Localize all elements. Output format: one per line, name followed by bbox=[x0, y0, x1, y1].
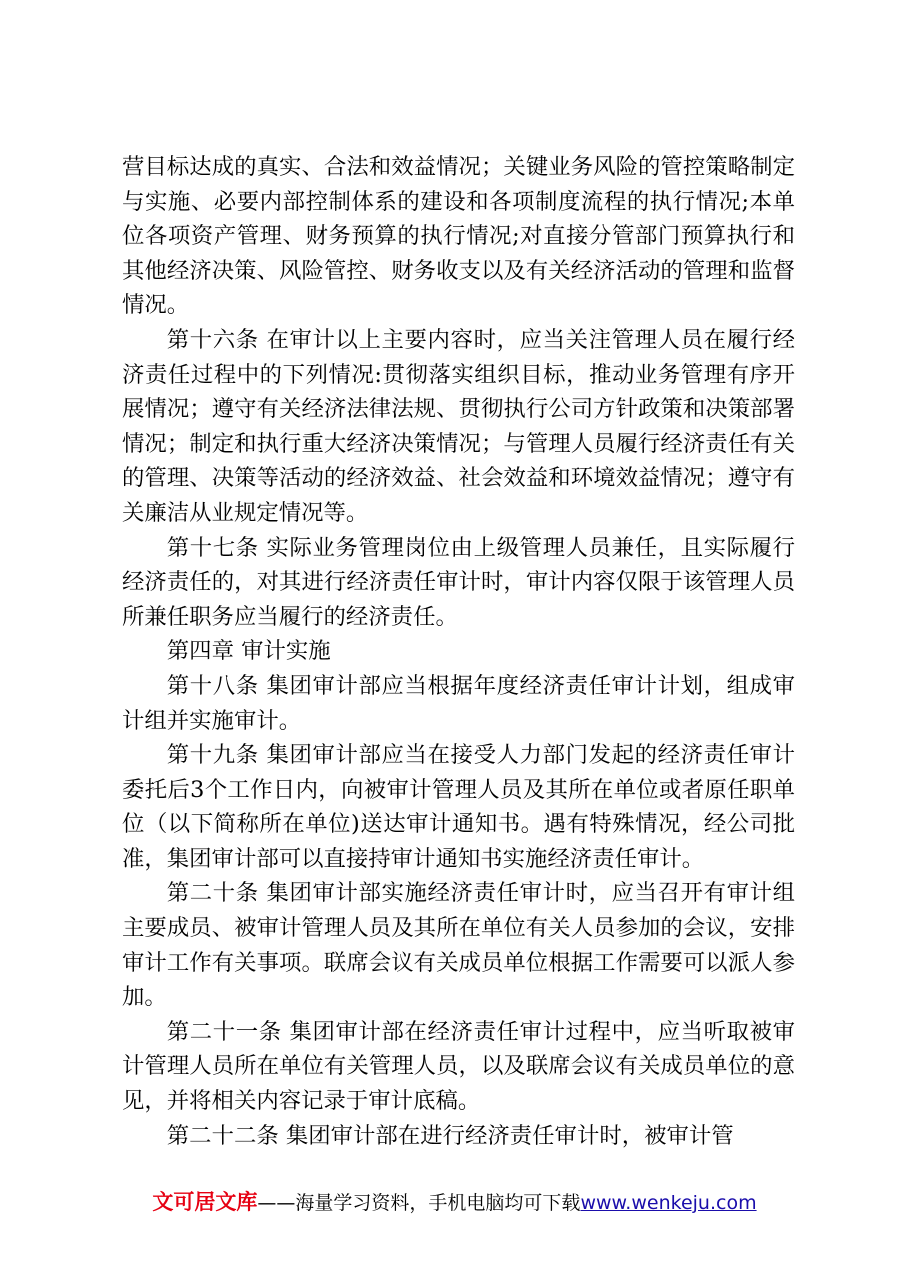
footer-brand: 文可居文库 bbox=[152, 1190, 258, 1214]
document-body bbox=[122, 150, 795, 1153]
paragraph-article-20: 第二十条 集团审计部实施经济责任审计时，应当召开有审计组主要成员、被审计管理人员及其所在单位有关人员参加的会议，安排审计工作有关事项。联席会议有关成员单位根据工作需要可以派人参加。 bbox=[122, 880, 795, 1011]
paragraph-article-21: 第二十一条 集团审计部在经济责任审计过程中，应当听取被审计管理人员所在单位有关管理人员，以及联席会议有关成员单位的意见，并将相关内容记录于审计底稿。 bbox=[122, 1018, 795, 1115]
chapter-heading: 第四章 审计实施 bbox=[166, 638, 331, 665]
paragraph-article-19: 第十九条 集团审计部应当在接受人力部门发起的经济责任审计委托后3个工作日内，向被审计管理人员及其所在单位或者原任职单位（以下简称所在单位)送达审计通知书。遇有特殊情况，经公司批准，集团审计部可以直接持审计通知书实施经济责任审计。 bbox=[122, 742, 795, 872]
paragraph-continuation: 营目标达成的真实、合法和效益情况；关键业务风险的管控策略制定与实施、必要内部控制体系的建设和各项制度流程的执行情况;本单位各项资产管理、财务预算的执行情况;对直接分管部门预算执行和其他经济决策、风险管控、财务收支以及有关经济活动的管理和监督情况。 bbox=[122, 154, 795, 319]
paragraph-article-17: 第十七条 实际业务管理岗位由上级管理人员兼任，且实际履行经济责任的，对其进行经济责任审计时，审计内容仅限于该管理人员所兼任职务应当履行的经济责任。 bbox=[122, 534, 795, 630]
paragraph-article-16: 第十六条 在审计以上主要内容时，应当关注管理人员在履行经济责任过程中的下列情况:贯彻落实组织目标，推动业务管理有序开展情况；遵守有关经济法律法规、贯彻执行公司方针政策和决策部署情况；制定和执行重大经济决策情况；与管理人员履行经济责任有关的管理、决策等活动的经济效益、社会效益和环境效益情况；遵守有关廉洁从业规定情况等。 bbox=[122, 326, 795, 526]
footer-site-link[interactable]: www.wenkeju.com bbox=[580, 1192, 757, 1214]
paragraph-article-18: 第十八条 集团审计部应当根据年度经济责任审计计划，组成审计组并实施审计。 bbox=[122, 672, 795, 734]
page-footer bbox=[0, 1186, 909, 1216]
footer-slogan: ——海量学习资料，手机电脑均可下载 bbox=[257, 1192, 581, 1214]
paragraph-article-22: 第二十二条 集团审计部在进行经济责任审计时，被审计管 bbox=[166, 1122, 734, 1149]
